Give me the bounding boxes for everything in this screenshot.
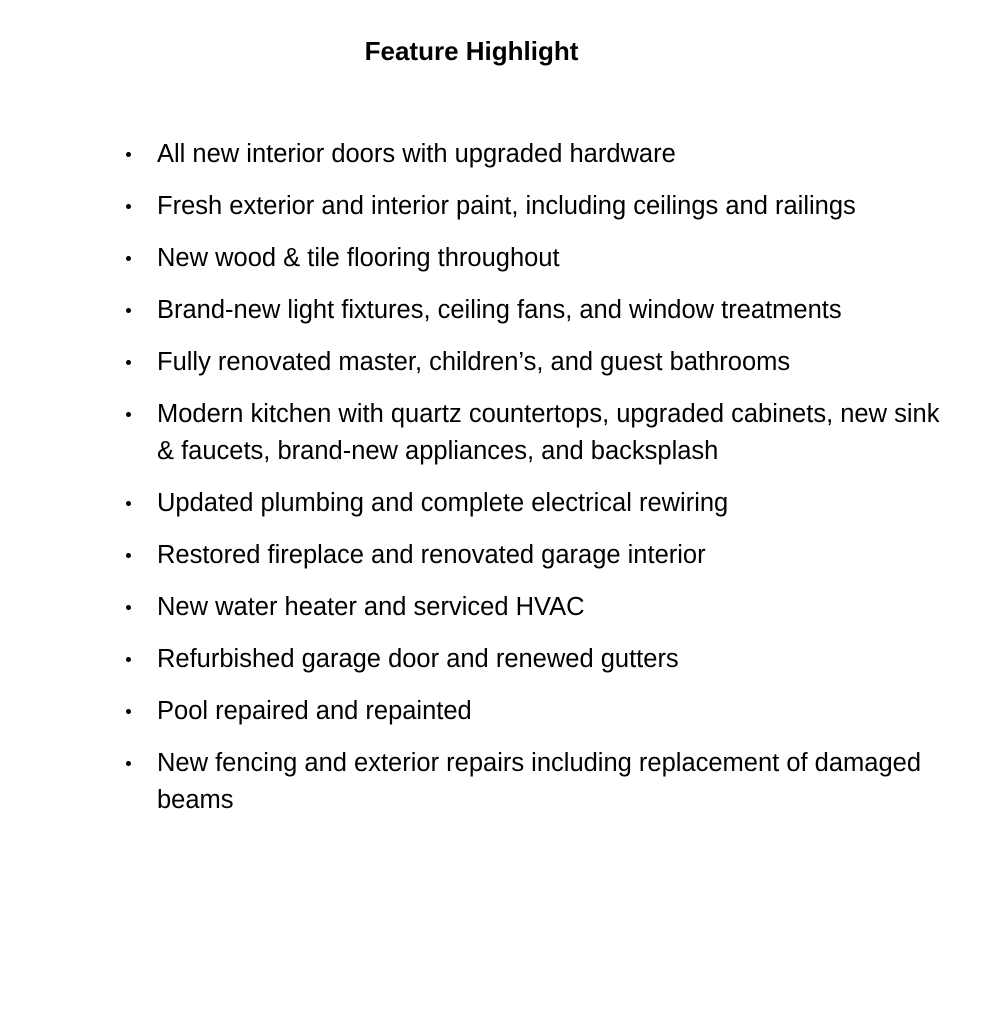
- bullet-icon: [126, 709, 131, 714]
- list-item: [120, 240, 940, 277]
- list-item-text: Updated plumbing and complete electrical rewiring: [157, 489, 729, 517]
- list-item: [120, 641, 940, 678]
- list-item-text: Fully renovated master, children’s, and guest bathrooms: [157, 348, 791, 376]
- list-item: [120, 396, 940, 470]
- list-item: [120, 344, 940, 381]
- bullet-icon: [126, 605, 131, 610]
- bullet-icon: [126, 761, 131, 766]
- page-title: Feature Highlight: [364, 36, 579, 66]
- list-item: [120, 693, 940, 730]
- list-item: [120, 188, 940, 225]
- feature-list: [120, 136, 940, 834]
- list-item: [120, 537, 940, 574]
- bullet-icon: [126, 553, 131, 558]
- list-item: [120, 589, 940, 626]
- list-item: [120, 136, 940, 173]
- bullet-icon: [126, 412, 131, 417]
- list-item-text: All new interior doors with upgraded hardware: [157, 140, 676, 168]
- list-item-text: Brand-new light fixtures, ceiling fans, and window treatments: [157, 296, 842, 324]
- list-item-text: Refurbished garage door and renewed gutters: [157, 645, 679, 673]
- list-item-text: Modern kitchen with quartz countertops, upgraded cabinets, new sink & faucets, brand-new appliances, and backsplash: [157, 400, 940, 465]
- bullet-icon: [126, 360, 131, 365]
- list-item-text: Restored fireplace and renovated garage interior: [157, 541, 706, 569]
- list-item: [120, 292, 940, 329]
- bullet-icon: [126, 256, 131, 261]
- bullet-icon: [126, 657, 131, 662]
- list-item-text: Fresh exterior and interior paint, including ceilings and railings: [157, 192, 856, 220]
- list-item-text: New fencing and exterior repairs including replacement of damaged beams: [157, 749, 922, 814]
- bullet-icon: [126, 308, 131, 313]
- bullet-icon: [126, 204, 131, 209]
- list-item-text: Pool repaired and repainted: [157, 697, 472, 725]
- list-item-text: New wood & tile flooring throughout: [157, 244, 560, 272]
- list-item: [120, 485, 940, 522]
- bullet-icon: [126, 501, 131, 506]
- list-item: [120, 745, 940, 819]
- bullet-icon: [126, 152, 131, 157]
- list-item-text: New water heater and serviced HVAC: [157, 593, 585, 621]
